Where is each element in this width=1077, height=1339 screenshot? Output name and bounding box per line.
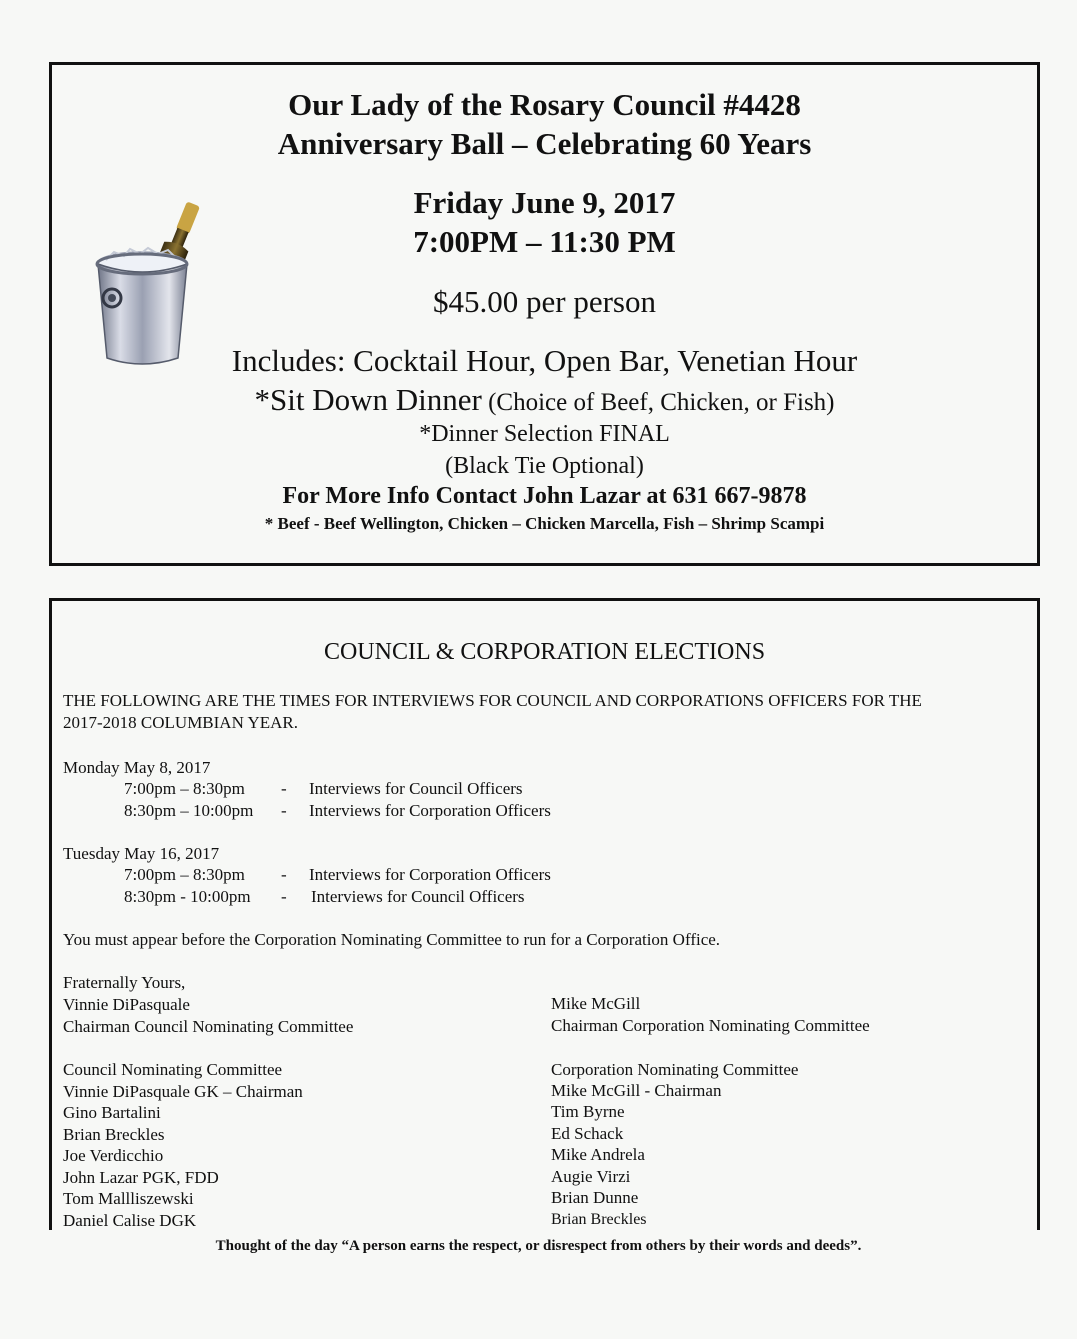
intro-line1: THE FOLLOWING ARE THE TIMES FOR INTERVIEWS FOR COUNCIL AND CORPORATIONS OFFICERS FOR THE [63,691,922,710]
council-member: Gino Bartalini [63,1103,161,1122]
dinner-final: *Dinner Selection FINAL [419,421,670,447]
dinner-main: *Sit Down Dinner [254,382,482,417]
council-member: Tom Mallliszewski [63,1189,194,1208]
dinner-choice: (Choice of Beef, Chicken, or Fish) [481,389,835,416]
event-includes: Includes: Cocktail Hour, Open Bar, Venetian Hour [231,343,858,378]
day2-slot2-sep: - [281,887,287,906]
corporation-member: Brian Dunne [551,1188,639,1207]
day1-slot1-sep: - [281,779,287,798]
council-committee-title: Council Nominating Committee [63,1060,283,1079]
attire-note: (Black Tie Optional) [445,453,644,479]
event-date: Friday June 9, 2017 [413,185,676,220]
event-dinner [52,382,1037,418]
day2-date: Tuesday May 16, 2017 [63,844,220,863]
day1-slot1-desc: Interviews for Council Officers [309,779,523,798]
corporation-member: Mike Andrela [551,1145,645,1164]
event-title-line1: Our Lady of the Rosary Council #4428 [288,87,801,122]
day2-slot1-desc: Interviews for Corporation Officers [309,865,551,884]
menu-note: * Beef - Beef Wellington, Chicken – Chicken Marcella, Fish – Shrimp Scampi [264,514,825,533]
elections-heading: COUNCIL & CORPORATION ELECTIONS [323,639,766,665]
contact-info: For More Info Contact John Lazar at 631 667-9878 [282,483,807,509]
sig-right-name: Mike McGill [551,994,641,1013]
event-title-line2: Anniversary Ball – Celebrating 60 Years [277,126,812,161]
day1-slot1-time: 7:00pm – 8:30pm [124,779,245,798]
council-member: John Lazar PGK, FDD [63,1168,219,1187]
corporation-member: Brian Breckles [551,1211,647,1228]
corporation-member: Tim Byrne [551,1102,625,1121]
intro-line2: 2017-2018 COLUMBIAN YEAR. [63,713,299,732]
closing: Fraternally Yours, [63,973,186,992]
sig-left-name: Vinnie DiPasquale [63,995,190,1014]
corporation-member: Mike McGill - Chairman [551,1081,722,1100]
day1-slot2-desc: Interviews for Corporation Officers [309,801,551,820]
day1-slot2-sep: - [281,801,287,820]
day2-slot2-desc: Interviews for Council Officers [311,887,525,906]
day1-slot2-time: 8:30pm – 10:00pm [124,801,254,820]
elections-box [49,598,1040,1230]
event-price: $45.00 per person [433,284,656,319]
day2-slot1-time: 7:00pm – 8:30pm [124,865,245,884]
sig-right-title: Chairman Corporation Nominating Committee [551,1016,870,1035]
corporation-notice: You must appear before the Corporation Nominating Committee to run for a Corporation Office. [63,930,721,949]
corporation-committee-title: Corporation Nominating Committee [551,1060,799,1079]
thought-of-the-day: Thought of the day “A person earns the respect, or disrespect from others by their words and deeds”. [215,1238,862,1254]
day1-date: Monday May 8, 2017 [63,758,211,777]
council-member: Vinnie DiPasquale GK – Chairman [63,1082,303,1101]
corporation-member: Ed Schack [551,1124,624,1143]
council-member: Brian Breckles [63,1125,165,1144]
day2-slot2-time: 8:30pm - 10:00pm [124,887,251,906]
day2-slot1-sep: - [281,865,287,884]
sig-left-title: Chairman Council Nominating Committee [63,1017,354,1036]
event-time: 7:00PM – 11:30 PM [413,224,676,259]
council-member: Daniel Calise DGK [63,1211,197,1230]
champagne-bucket-icon [92,200,204,370]
council-member: Joe Verdicchio [63,1146,164,1165]
corporation-member: Augie Virzi [551,1167,631,1186]
